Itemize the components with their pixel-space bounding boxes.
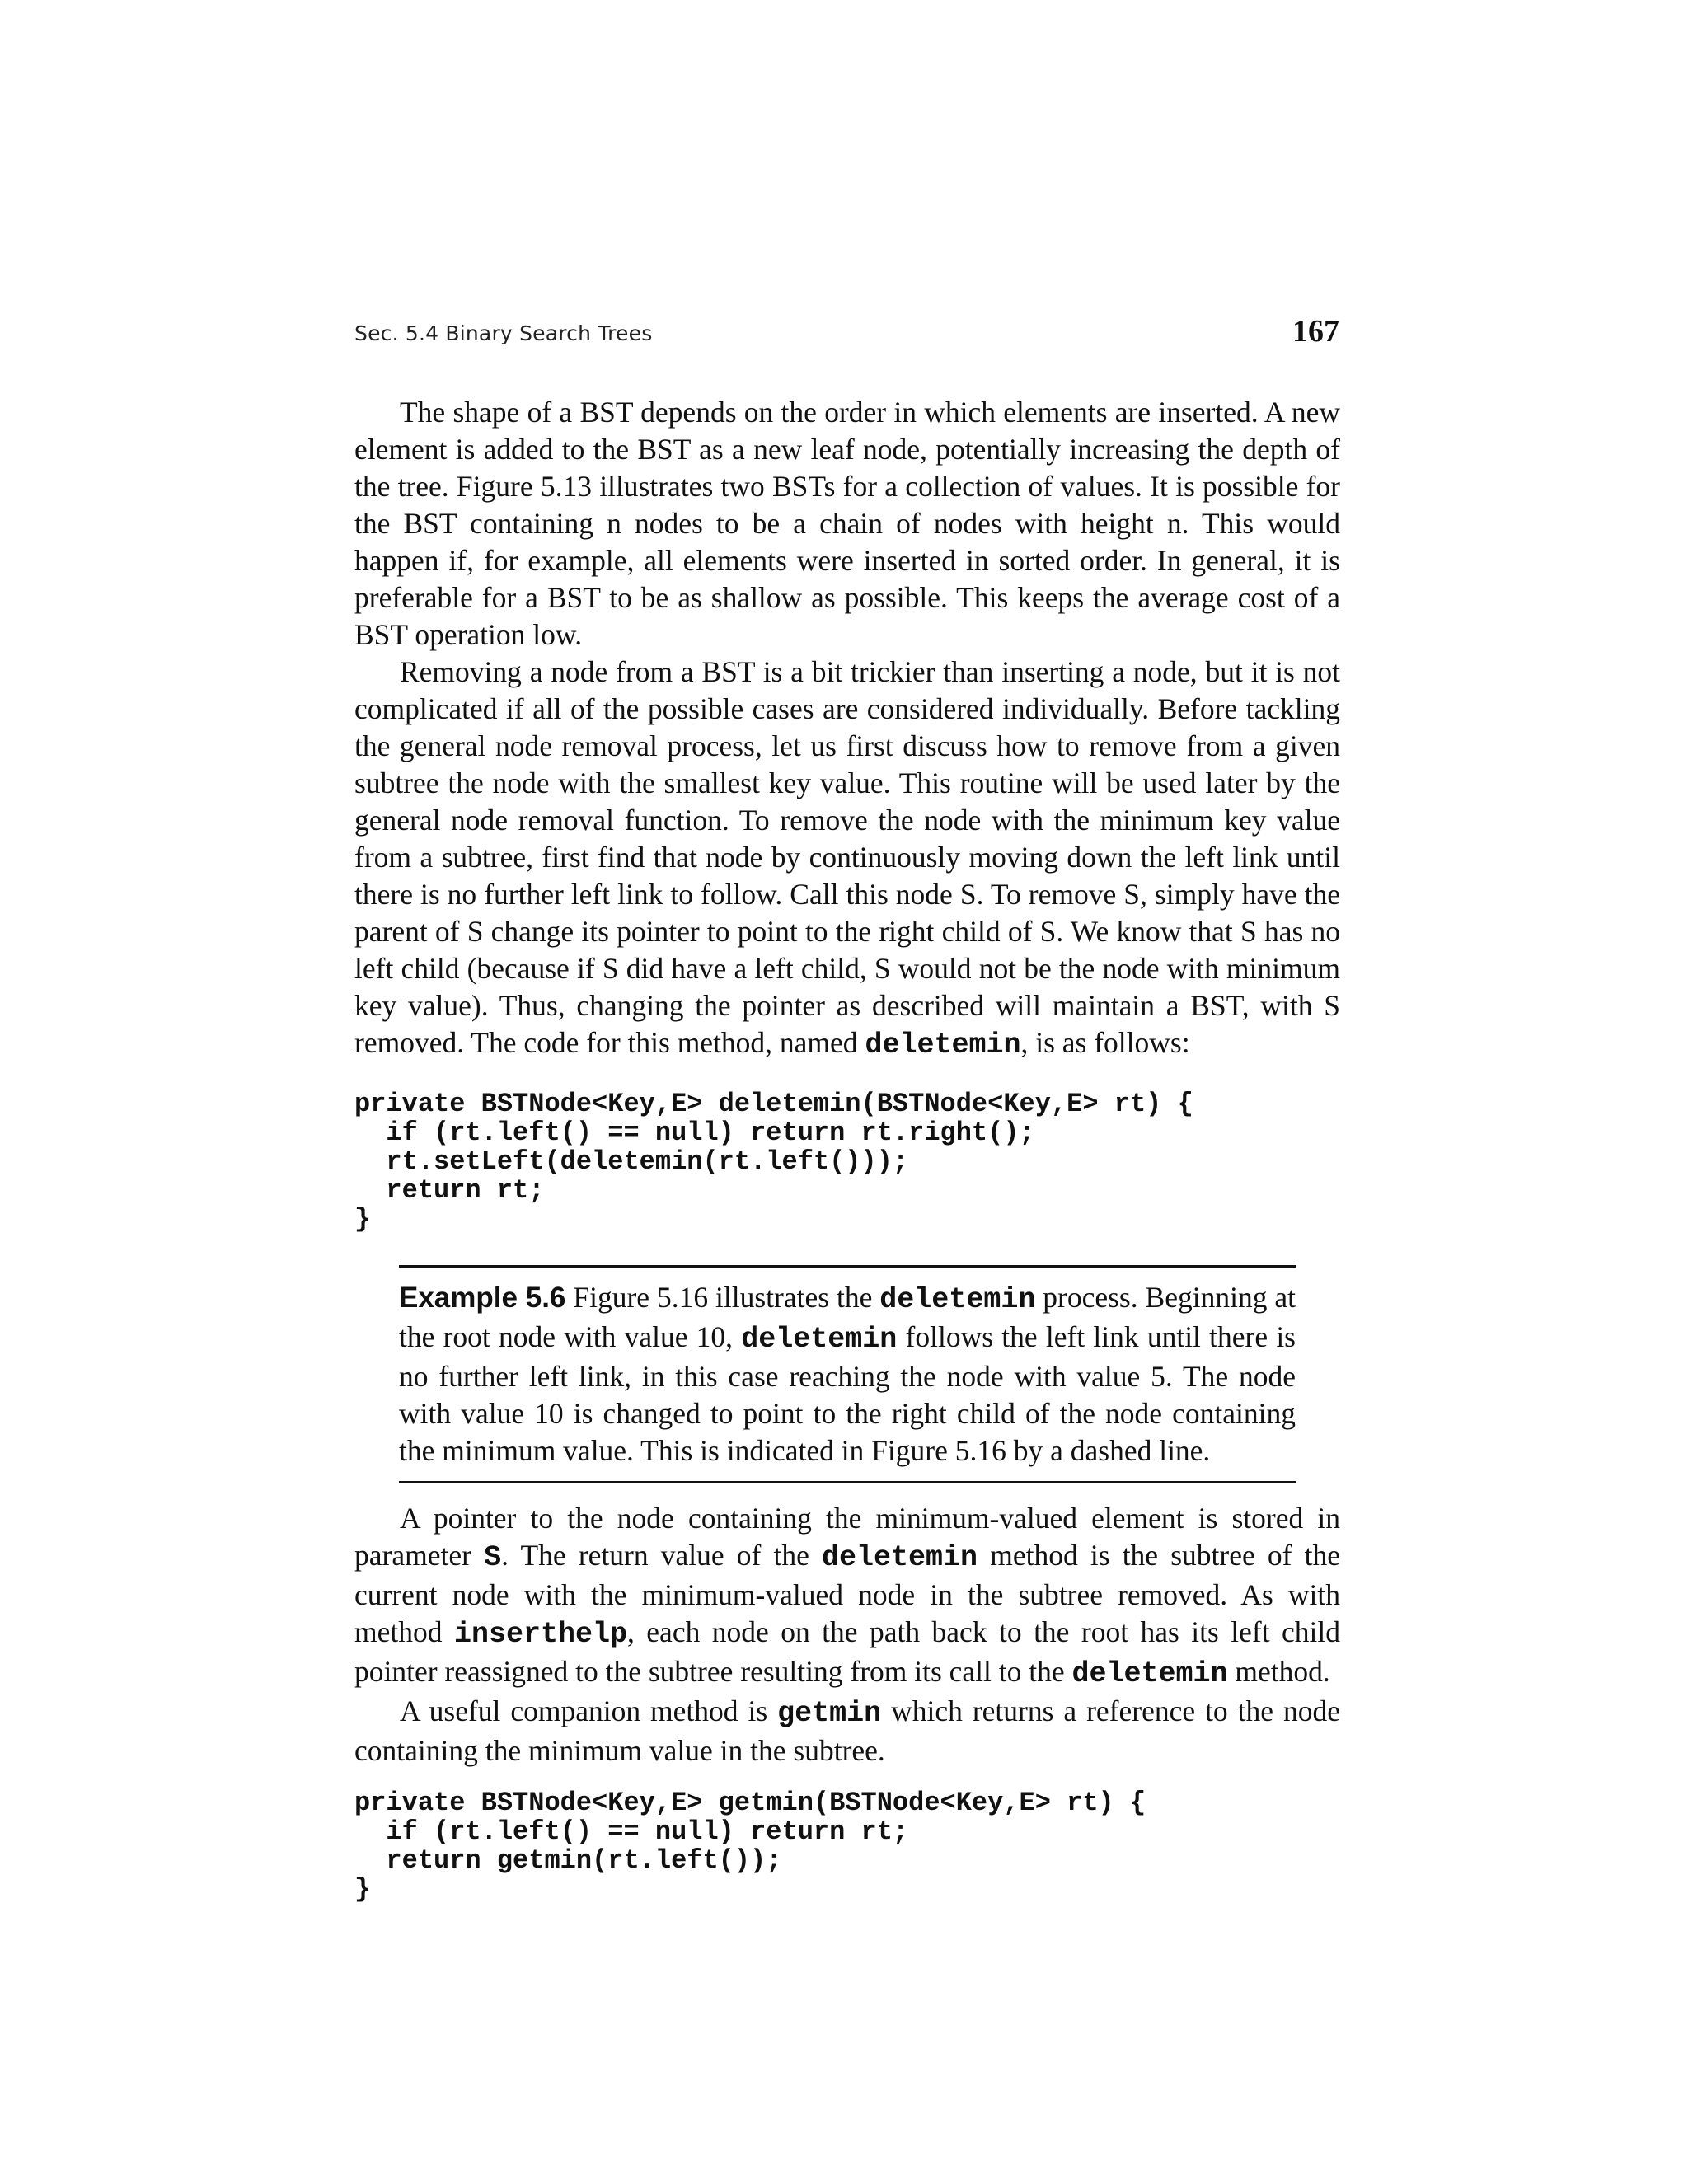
running-header: Sec. 5.4 Binary Search Trees: [354, 321, 653, 345]
main-text-top: [354, 394, 1340, 1064]
paragraph-getmin: A useful companion method is getmin which returns a reference to the node containing the minimum value in the subtree.: [354, 1694, 1340, 1767]
inline-code-getmin: getmin: [777, 1697, 882, 1730]
inline-code-deletemin: deletemin: [1071, 1657, 1228, 1690]
paragraph-removal: [354, 654, 1340, 1064]
paragraph-removal-text: Removing a node from a BST is a bit trickier than inserting a node, but it is not complicated if all of the possible cases are considered individually. Before tackling the general node removal process, let us first discuss how to remove from a given subtree the node with the smallest key value. This routine will be used later by the general node removal function. To remove the node with the minimum key value from a subtree, first find that node by continuously moving down the left link until there is no further left link to follow. Call this node S. To remove S, simply have the parent of S change its pointer to point to the right child of S. We know that S has no left child (because if S did have a left child, S would not be the node with minimum key value). Thus, changing the pointer as described will maintain a BST, with S removed. The code for this method, named: [354, 655, 1340, 1059]
paragraph-pointer: A pointer to the node containing the minimum-valued element is stored in parameter S. The return value of the deletemin method is the subtree of the current node with the minimum-valued node in the subtree removed. As with method inserthelp, each node on the path back to the root has its left child pointer reassigned to the subtree resulting from its call to the deletemin method.: [354, 1502, 1340, 1690]
example-box: [399, 1265, 1296, 1483]
inline-code-deletemin: deletemin: [879, 1283, 1036, 1316]
page-number: 167: [1292, 314, 1339, 349]
inline-code-s: S: [484, 1541, 502, 1574]
example-label: Example 5.6: [399, 1282, 566, 1314]
inline-code-deletemin: deletemin: [865, 1029, 1021, 1062]
inline-code-deletemin: deletemin: [741, 1323, 898, 1356]
code-block-getmin: private BSTNode<Key,E> getmin(BSTNode<Key,E> rt) { if (rt.left() == null) return rt; return getmin(rt.left()); }: [354, 1788, 1146, 1905]
main-text-bottom: [354, 1500, 1340, 1769]
example-text: Example 5.6 Figure 5.16 illustrates the deletemin process. Beginning at the root node with value 10, deletemin follows the left link until there is no further left link, in this case reaching the node with value 5. The node with value 10 is changed to point to the right child of the node containing the minimum value. This is indicated in Figure 5.16 by a dashed line.: [399, 1281, 1296, 1467]
inline-code-inserthelp: inserthelp: [453, 1618, 627, 1651]
inline-code-deletemin: deletemin: [822, 1541, 978, 1574]
paragraph-bst-shape: The shape of a BST depends on the order in which elements are inserted. A new element is added to the BST as a new leaf node, potentially increasing the depth of the tree. Figure 5.13 illustrates two BSTs for a collection of values. It is possible for the BST containing n nodes to be a chain of nodes with height n. This would happen if, for example, all elements were inserted in sorted order. In general, it is preferable for a BST to be as shallow as possible. This keeps the average cost of a BST operation low.: [354, 396, 1340, 651]
paragraph-removal-end: , is as follows:: [1020, 1026, 1190, 1059]
code-block-deletemin: private BSTNode<Key,E> deletemin(BSTNode<Key,E> rt) { if (rt.left() == null) return rt.right(); rt.setLeft(deletemin(rt.left())); return rt; }: [354, 1089, 1193, 1235]
